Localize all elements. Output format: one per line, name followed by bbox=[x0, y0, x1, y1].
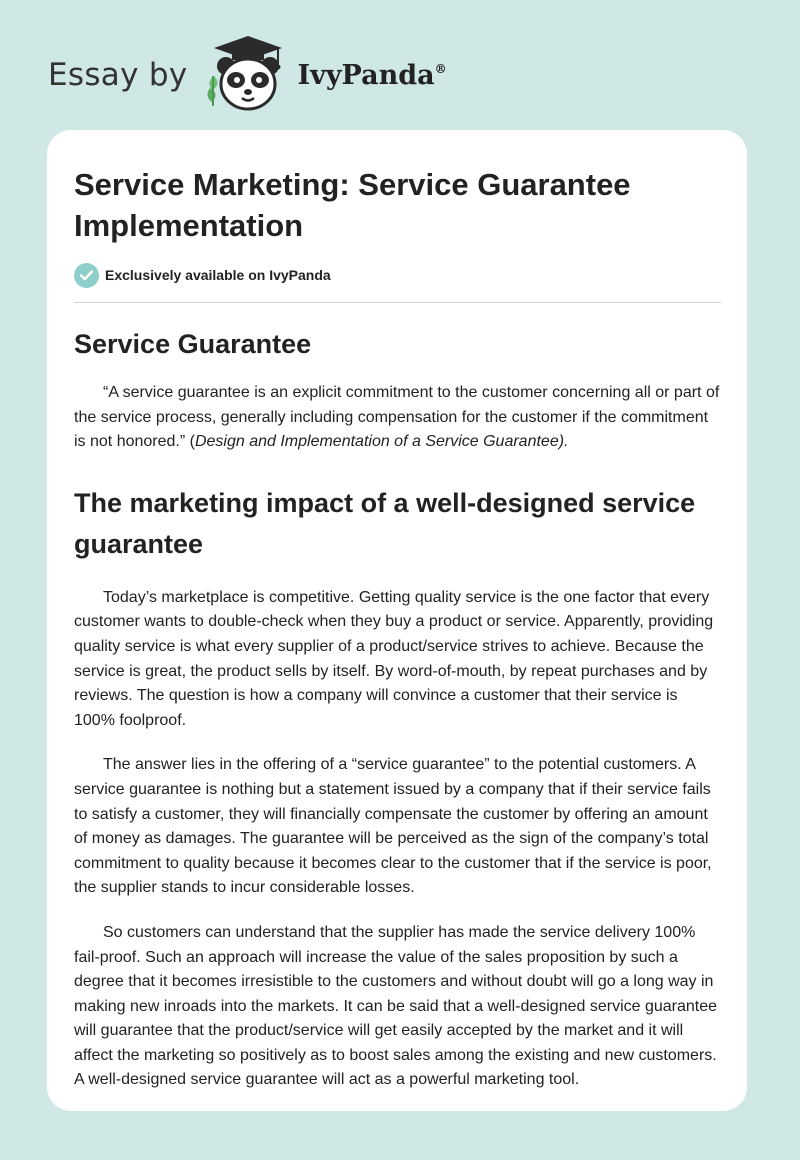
registered-mark: ® bbox=[434, 61, 447, 76]
brand-name[interactable]: IvyPanda® bbox=[297, 59, 447, 91]
section-heading-service-guarantee: Service Guarantee bbox=[74, 329, 312, 359]
divider bbox=[74, 302, 721, 303]
section-heading-marketing-impact: The marketing impact of a well-designed service guarantee bbox=[74, 487, 696, 559]
exclusive-label: Exclusively available on IvyPanda bbox=[105, 267, 331, 283]
check-circle-icon bbox=[74, 263, 99, 288]
body-paragraph: So customers can understand that the supplier has made the service delivery 100% fail-proof. Such an approach will increase the value of the sales proposition by such a degree that it becomes irresistible to the customers and without doubt will go a long way in making new inroads into the markets. It can be said that a well-designed service guarantee will guarantee that the product/service will get easily accepted by the market and it will affect the marketing so positively as to boost sales among the existing and new customers. A well-designed service guarantee will act as a powerful marketing tool. bbox=[74, 923, 718, 1089]
body-paragraph: Today’s marketplace is competitive. Getting quality service is the one factor that every customer wants to double-check when they buy a product or service. Apparently, providing quality service is what every supplier of a product/service strives to achieve. Because the service is great, the product sells by itself. By word-of-mouth, by repeat purchases and by reviews. The question is how a company will convince a customer that their service is 100% foolproof. bbox=[74, 588, 714, 729]
site-header bbox=[48, 30, 447, 120]
body-paragraph: The answer lies in the offering of a “service guarantee” to the potential customers. A service guarantee is nothing but a statement issued by a company that if their service fails to satisfy a customer, they will financially compensate the customer by offering an amount of money as damages. The guarantee will be perceived as the sign of the company’s total commitment to quality because it becomes clear to the customer that if the service is poor, the supplier stands to incur considerable losses. bbox=[74, 756, 712, 897]
page-title: Service Marketing: Service Guarantee Implementation bbox=[74, 167, 631, 243]
essay-by-label: Essay by bbox=[48, 57, 188, 93]
article-card bbox=[47, 130, 747, 1111]
panda-graduate-icon[interactable] bbox=[202, 32, 294, 114]
exclusive-badge bbox=[74, 262, 721, 288]
citation: Design and Implementation of a Service Guarantee). bbox=[194, 433, 569, 451]
definition-paragraph: “A service guarantee is an explicit commitment to the customer concerning all or part of the service process, generally including compensation for the customer if the commitment is not honored.” (Design and Implementation of a Service Guarantee). bbox=[74, 384, 720, 451]
